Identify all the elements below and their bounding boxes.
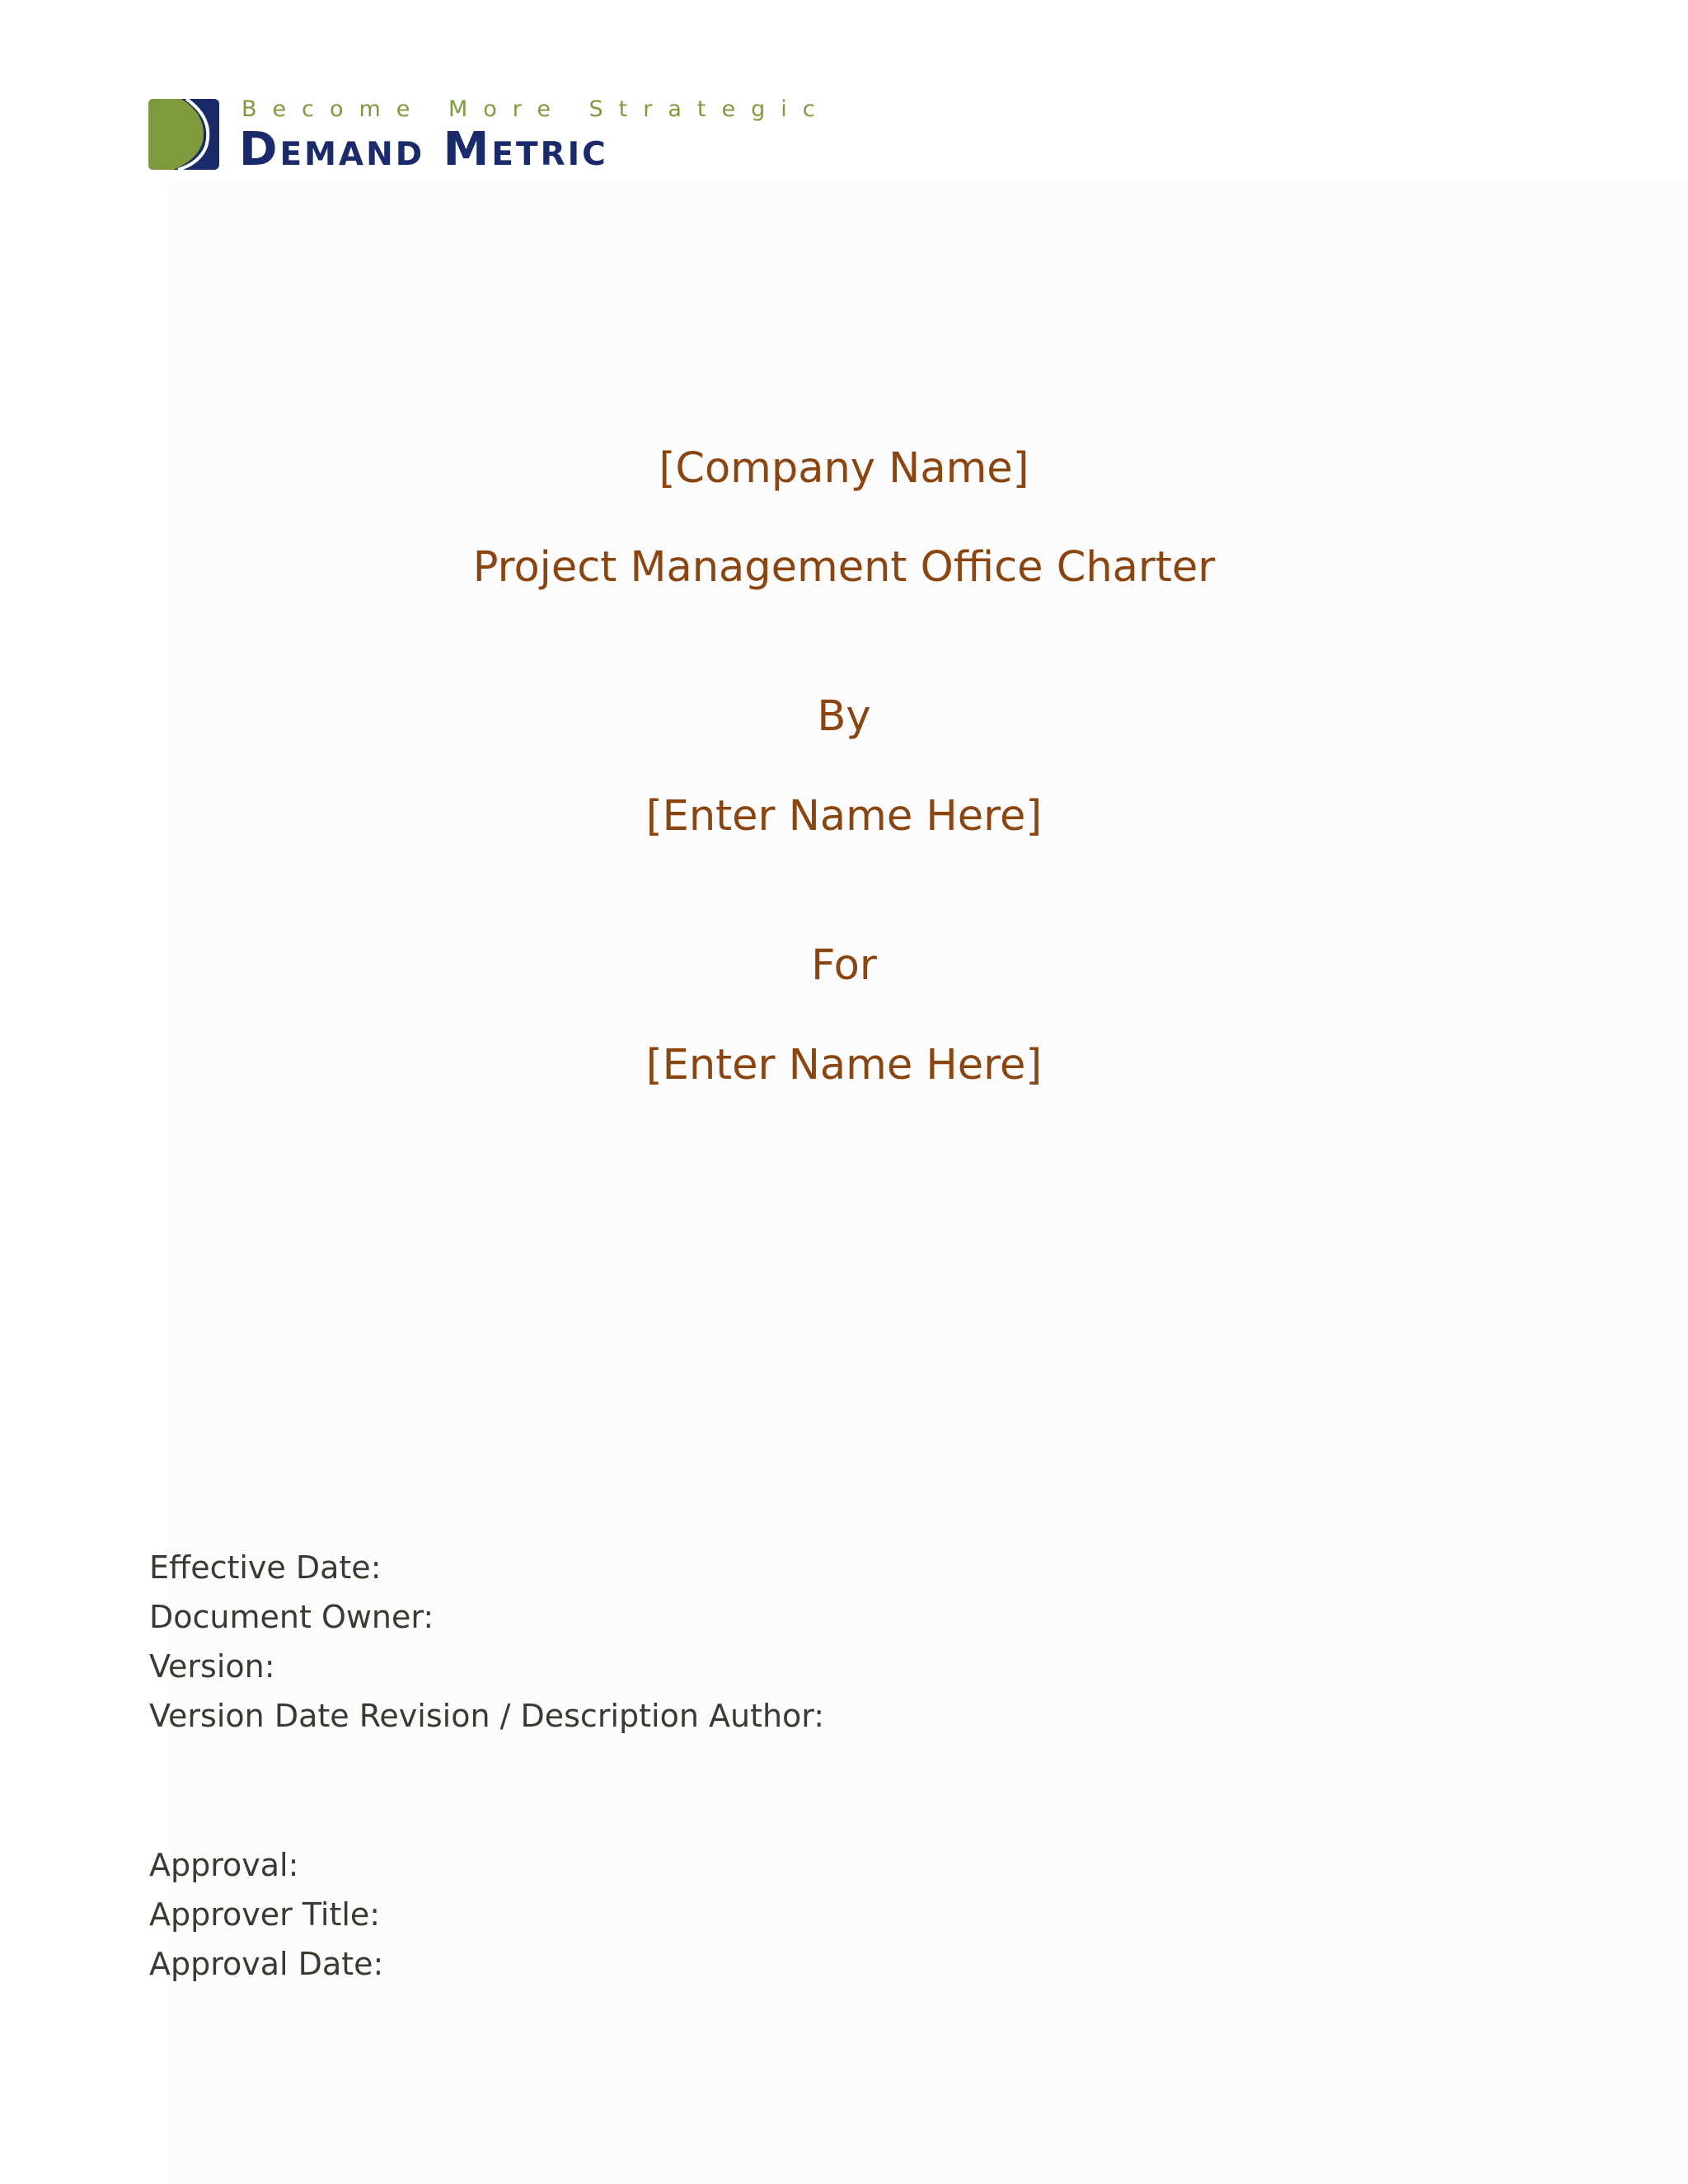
for-name-placeholder: [Enter Name Here]: [645, 1041, 1043, 1090]
version-label: Version:: [149, 1648, 275, 1685]
logo-name: Demand Metric: [239, 123, 608, 176]
for-label: For: [811, 941, 877, 990]
by-label: By: [817, 692, 871, 741]
company-name: [Company Name]: [659, 444, 1029, 493]
document-owner-label: Document Owner:: [149, 1599, 434, 1635]
effective-date-label: Effective Date:: [149, 1549, 382, 1586]
approval-label: Approval:: [149, 1847, 299, 1883]
logo-tagline: Become More Strategic: [241, 96, 831, 122]
demand-metric-logo-icon: [148, 99, 219, 170]
approver-title-label: Approver Title:: [149, 1896, 381, 1933]
demand-metric-logo: [148, 96, 831, 176]
version-history-label: Version Date Revision / Description Author:: [149, 1698, 825, 1734]
by-name-placeholder: [Enter Name Here]: [645, 792, 1043, 841]
document-title: Project Management Office Charter: [472, 543, 1216, 592]
approval-date-label: Approval Date:: [149, 1946, 384, 1982]
